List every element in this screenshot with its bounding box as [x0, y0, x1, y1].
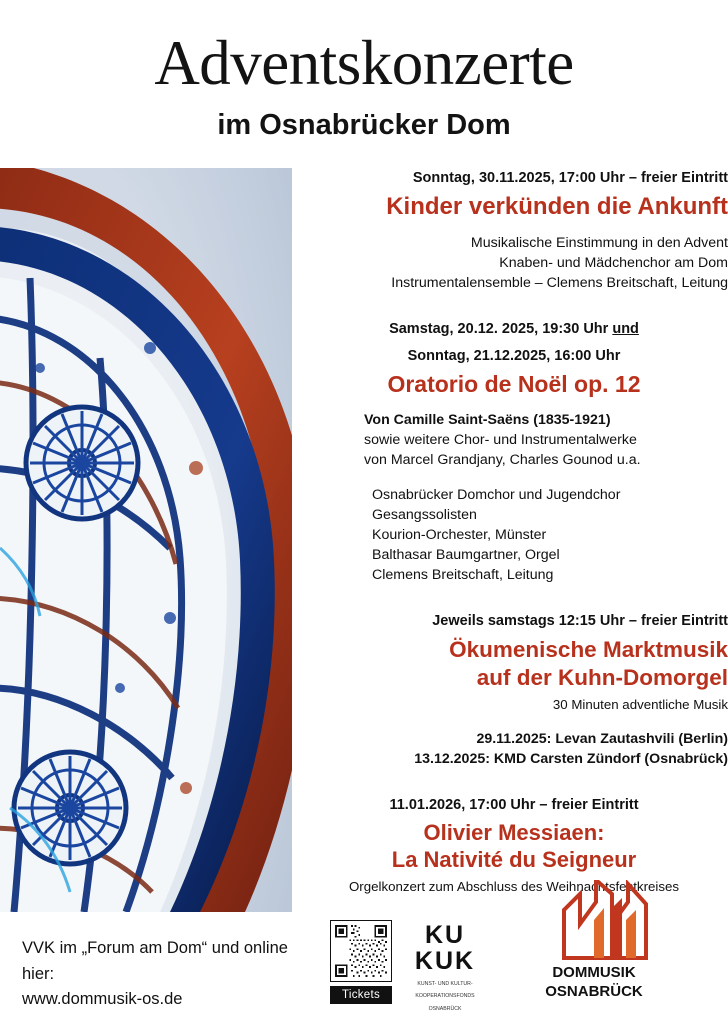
- kukuk-fine-3: OSNABRÜCK: [428, 1005, 462, 1012]
- kukuk-line-2: KUK: [414, 947, 476, 976]
- event-2-performer-2: Gesangssolisten: [372, 506, 477, 523]
- event-2-performer-3: Kourion-Orchester, Münster: [372, 526, 547, 543]
- kukuk-logo: [410, 922, 480, 1012]
- event-2-performer-5: Clemens Breitschaft, Leitung: [372, 567, 554, 584]
- events-column: [300, 168, 728, 912]
- event-3-heading-line-1: Ökumenische Marktmusik: [449, 637, 728, 663]
- event-1-date: Sonntag, 30.11.2025, 17:00 Uhr – freier Eintritt: [412, 170, 728, 186]
- event-2-heading: Oratorio de Noël op. 12: [387, 371, 641, 398]
- event-2-line-1: sowie weitere Chor- und Instrumentalwerke: [364, 432, 637, 449]
- vvk-info: [22, 936, 322, 1013]
- event-3-heading-line-2: auf der Kuhn-Domorgel: [476, 664, 728, 690]
- event-2-date-1: [300, 319, 728, 340]
- event-2-composer: Von Camille Saint-Saëns (1835-1921): [364, 412, 611, 429]
- event-4-heading-line-1: Olivier Messiaen:: [423, 819, 605, 845]
- event-2-date-2: Sonntag, 21.12.2025, 16:00 Uhr: [407, 348, 621, 365]
- brand-line-2: OSNABRÜCK: [545, 982, 643, 1000]
- event-1-line-3: Instrumentalensemble – Clemens Breitschaft, Leitung: [391, 275, 728, 292]
- tickets-button[interactable]: Tickets: [330, 986, 392, 1004]
- event-2-date-1-und: und: [612, 321, 639, 338]
- page-subtitle: im Osnabrücker Dom: [217, 109, 511, 141]
- event-1-line-1: Musikalische Einstimmung in den Advent: [470, 234, 728, 251]
- event-3-subline: 30 Minuten adventliche Musik: [552, 696, 728, 712]
- stained-glass-image: [0, 168, 292, 912]
- event-1-line-2: Knaben- und Mädchenchor am Dom: [499, 255, 728, 272]
- event-block-1: [300, 168, 728, 293]
- event-2-performer-1: Osnabrücker Domchor und Jugendchor: [372, 486, 621, 503]
- crown-icon: [560, 880, 670, 960]
- event-block-3: [300, 611, 728, 769]
- page-title: Adventskonzerte: [154, 28, 574, 98]
- event-1-heading: Kinder verkünden die Ankunft: [386, 193, 728, 221]
- event-3-date-1: 29.11.2025: Levan Zautashvili (Berlin): [476, 730, 728, 747]
- event-block-2: [300, 319, 728, 585]
- qr-code-icon[interactable]: [330, 920, 392, 982]
- dommusik-wordmark: [484, 964, 704, 1002]
- event-2-performer-4: Balthasar Baumgartner, Orgel: [372, 547, 560, 564]
- event-3-date-2: 13.12.2025: KMD Carsten Zündorf (Osnabrück): [414, 750, 728, 767]
- poster-header: [0, 0, 728, 168]
- qr-code-block[interactable]: [330, 920, 392, 1012]
- poster-footer: [0, 912, 728, 1024]
- event-3-date: Jeweils samstags 12:15 Uhr – freier Eintritt: [432, 613, 728, 630]
- kukuk-line-1: KU: [424, 921, 466, 949]
- event-4-subline: Orgelkonzert zum Abschluss des Weihnachtsfestkreises: [348, 879, 680, 895]
- event-4-date: 11.01.2026, 17:00 Uhr – freier Eintritt: [389, 796, 639, 813]
- event-4-heading-line-2: La Nativité du Seigneur: [391, 846, 637, 872]
- brand-line-1: DOMMUSIK: [552, 964, 636, 981]
- event-2-line-2: von Marcel Grandjany, Charles Gounod u.a.: [364, 452, 641, 469]
- event-2-date-1-text: Samstag, 20.12. 2025, 19:30 Uhr: [389, 321, 613, 338]
- kukuk-fine-2: KOOPERATIONSFONDS: [415, 993, 475, 999]
- vvk-line-1: VVK im „Forum am Dom“ und online hier:: [22, 939, 288, 983]
- website-url[interactable]: www.dommusik-os.de: [22, 990, 183, 1009]
- kukuk-fine-1: KUNST- UND KULTUR-: [417, 980, 473, 987]
